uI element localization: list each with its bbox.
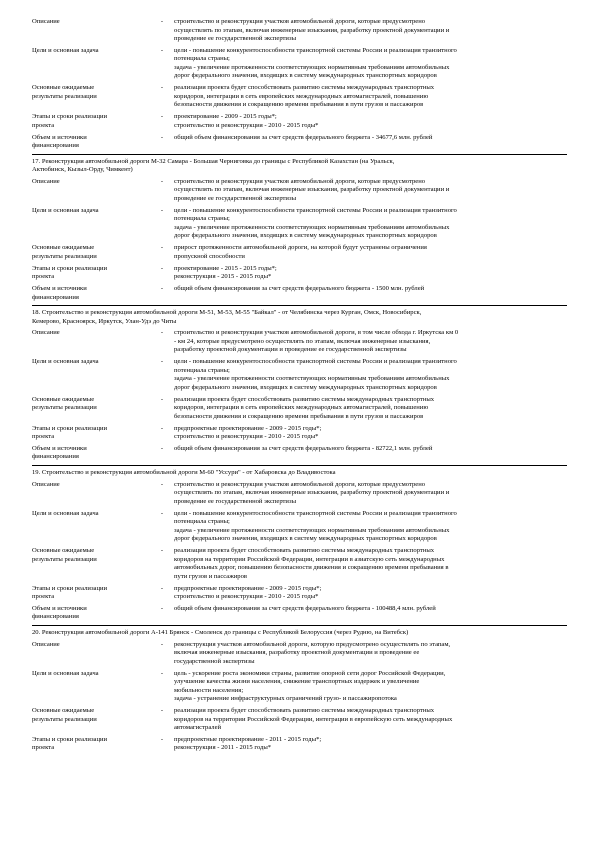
- row-text: строительство и реконструкция участков автомобильной дороги, которые предусмотрено осуществлять по этапам, включая инженерные изыскания, разработку проектной документации и проведение ее государственной экспертизы: [174, 177, 450, 202]
- row-text: проектирование - 2015 - 2015 годы*; реконструкция - 2015 - 2015 годы*: [174, 264, 277, 281]
- table-row: [32, 641, 567, 667]
- table-row: [32, 358, 567, 392]
- section-heading: 17. Реконструкция автомобильной дороги М-32 Самара - Большая Черниговка до границы с Республикой Казахстан (на Уральск, Актюбинск, Кызыл-Орду, Чимкент): [32, 157, 395, 174]
- row-label: Основные ожидаемые результаты реализации: [32, 707, 97, 723]
- row-label: Этапы и сроки реализации проекта: [32, 424, 108, 441]
- table-row: [32, 585, 567, 602]
- row-label: Объем и источники финансирования: [32, 444, 87, 461]
- table-row: [32, 425, 567, 442]
- table-row: [32, 285, 567, 302]
- row-label: Основные ожидаемые результаты реализации: [32, 244, 97, 260]
- row-text: цель - ускорение роста экономики страны, развитие опорной сети дорог Российской Федерации, улучшение качества жизни населения, снижение транспортных издержек и увеличение мобильности населения; задача - устранение инфраструктурных ограничений грузо- и пассажиропотока: [174, 669, 446, 703]
- table-row: [32, 736, 567, 753]
- table-row: [32, 329, 567, 355]
- bullet-dash: -: [160, 509, 164, 517]
- bullet-dash: -: [160, 584, 164, 592]
- bullet-dash: -: [160, 358, 164, 366]
- row-text: строительство и реконструкция участков автомобильной дороги, в том числе обхода г. Иркутска км 0 - км 24, которые предусмотрено осуществлять по этапам, включая инженерные изыскания, разработку проектной документации и проведение ее государственной экспертизы: [174, 329, 459, 354]
- row-label: Цели и основная задача: [32, 46, 99, 54]
- bullet-dash: -: [160, 113, 164, 121]
- row-label: Этапы и сроки реализации проекта: [32, 735, 108, 752]
- section-divider: [32, 465, 567, 466]
- row-label: Цели и основная задача: [32, 206, 99, 214]
- bullet-dash: -: [160, 444, 164, 452]
- bullet-dash: -: [160, 18, 164, 25]
- table-row: [32, 265, 567, 282]
- row-text: цели - повышение конкурентоспособности транспортной системы России и реализация транзитного потенциала страны; задача - увеличение протяженности соответствующих нормативным требованиям автомобильных дорог федерального значения, входящих в систему международных транспортных коридоров: [174, 46, 457, 80]
- table-row: [32, 84, 567, 110]
- section-heading: 19. Строительство и реконструкция автомобильной дороги М-60 "Уссури" - от Хабаровска до Владивостока: [32, 469, 336, 477]
- table-row: [32, 113, 567, 130]
- table-row: [32, 244, 567, 261]
- row-text: строительство и реконструкция участков автомобильной дороги, которые предусмотрено осуществлять по этапам, включая инженерные изыскания, разработку проектной документации и проведение ее государственной экспертизы: [174, 18, 450, 42]
- table-row: [32, 396, 567, 422]
- row-label: Объем и источники финансирования: [32, 133, 87, 150]
- row-text: предпроектные проектирование - 2009 - 2015 годы*; строительство и реконструкция - 2010 - 2015 годы*: [174, 424, 322, 441]
- row-text: реализация проекта будет способствовать развитию системы международных транспортных коридоров, интеграции в сеть европейских международных автомагистралей, повышению безопасности движения и сокращению времени пребывания в пути грузов и пассажиров: [174, 84, 435, 109]
- row-label: Описание: [32, 18, 60, 25]
- section-heading: 20. Реконструкция автомобильной дороги А-141 Брянск - Смоленск до границы с Республикой Белоруссия (через Рудню, на Витебск): [32, 629, 409, 637]
- section-divider: [32, 625, 567, 626]
- bullet-dash: -: [160, 329, 164, 337]
- table-row: [32, 134, 567, 151]
- row-label: Этапы и сроки реализации проекта: [32, 584, 108, 601]
- table-row: [32, 18, 567, 44]
- table-row: [32, 605, 567, 622]
- table-row: [32, 547, 567, 581]
- row-text: общий объем финансирования за счет средств федерального бюджета - 34677,6 млн. рублей: [174, 133, 433, 141]
- table-row: [32, 178, 567, 204]
- row-text: реализация проекта будет способствовать развитию системы международных транспортных коридоров, интеграции в сеть европейских международных автомагистралей, повышению безопасности движения и сокращению времени пребывания в пути грузов и пассажиров: [174, 395, 435, 420]
- bullet-dash: -: [160, 133, 164, 141]
- row-label: Объем и источники финансирования: [32, 285, 87, 301]
- row-label: Цели и основная задача: [32, 669, 99, 677]
- bullet-dash: -: [160, 285, 164, 293]
- table-row: [32, 207, 567, 241]
- row-text: общий объем финансирования за счет средств федерального бюджета - 100488,4 млн. рублей: [174, 604, 436, 612]
- bullet-dash: -: [160, 707, 164, 715]
- row-text: строительство и реконструкция участков автомобильной дороги, которые предусмотрено осуществлять по этапам, включая инженерные изыскания, разработку проектной документации и проведение ее государственной экспертизы: [174, 480, 450, 505]
- row-text: проектирование - 2009 - 2015 годы*; строительство и реконструкция - 2010 - 2015 годы*: [174, 113, 319, 129]
- bullet-dash: -: [160, 424, 164, 432]
- bullet-dash: -: [160, 604, 164, 612]
- table-row: [32, 445, 567, 462]
- row-text: прирост протяженности автомобильной дороги, на которой будут устранены ограничения пропускной способности: [174, 244, 427, 260]
- row-label: Основные ожидаемые результаты реализации: [32, 547, 97, 563]
- row-label: Описание: [32, 480, 60, 488]
- section-divider: [32, 154, 567, 155]
- row-text: цели - повышение конкурентоспособности транспортной системы России и реализация транзитного потенциала страны; задача - увеличение протяженности соответствующих нормативным требованиям автомобильных дорог федерального значения, входящих в систему международных транспортных коридоров: [174, 206, 457, 240]
- row-text: предпроектные проектирование - 2009 - 2015 годы*; строительство и реконструкция - 2010 - 2015 годы*: [174, 584, 322, 601]
- row-text: реализация проекта будет способствовать развитию системы международных транспортных коридоров на территории Российской Федерации, интеграции в европейскую сеть международных автомагистралей: [174, 707, 453, 732]
- table-row: [32, 670, 567, 704]
- table-row: [32, 707, 567, 733]
- row-label: Основные ожидаемые результаты реализации: [32, 84, 97, 100]
- bullet-dash: -: [160, 735, 164, 743]
- row-label: Этапы и сроки реализации проекта: [32, 264, 108, 281]
- row-label: Описание: [32, 329, 60, 337]
- row-text: общий объем финансирования за счет средств федерального бюджета - 1500 млн. рублей: [174, 285, 425, 293]
- table-row: [32, 481, 567, 507]
- bullet-dash: -: [160, 395, 164, 403]
- row-label: Цели и основная задача: [32, 358, 99, 366]
- row-label: Описание: [32, 177, 60, 185]
- bullet-dash: -: [160, 264, 164, 272]
- row-label: Этапы и сроки реализации проекта: [32, 113, 108, 129]
- section-divider: [32, 305, 567, 306]
- bullet-dash: -: [160, 640, 164, 648]
- row-text: цели - повышение конкурентоспособности транспортной системы России и реализация транзитного потенциала страны; задача - увеличение протяженности соответствующих нормативным требованиям автомобильных дорог федерального значения, входящих в систему международных транспортных коридоров: [174, 509, 457, 543]
- row-label: Цели и основная задача: [32, 509, 99, 517]
- row-label: Основные ожидаемые результаты реализации: [32, 395, 97, 412]
- bullet-dash: -: [160, 669, 164, 677]
- bullet-dash: -: [160, 84, 164, 92]
- table-row: [32, 47, 567, 81]
- section-heading: 18. Строительство и реконструкция автомобильной дороги М-51, М-53, М-55 "Байкал" - от Челябинска через Курган, Омск, Новосибирск, Кемерово, Красноярск, Иркутск, Улан-Удэ до Читы: [32, 309, 422, 325]
- document-body: [32, 18, 567, 756]
- table-row: [32, 510, 567, 544]
- row-label: Объем и источники финансирования: [32, 604, 87, 621]
- bullet-dash: -: [160, 177, 164, 185]
- row-text: реконструкция участков автомобильной дороги, которую предусмотрено осуществлять по этапам, включая инженерные изыскания, разработку проектной документации и проведение ее государственной экспертизы: [174, 640, 451, 665]
- bullet-dash: -: [160, 480, 164, 488]
- row-text: цели - повышение конкурентоспособности транспортной системы России и реализация транзитного потенциала страны; задача - увеличение протяженности соответствующих нормативным требованиям автомобильных дорог федерального значения, входящих в систему международных транспортных коридоров: [174, 358, 457, 391]
- row-label: Описание: [32, 640, 60, 648]
- row-text: реализация проекта будет способствовать развитию системы международных транспортных коридоров на территории Российской Федерации, интеграции в азиатскую сеть международных автомобильных дорог, повышению безопасности движения и сокращению времени пребывания в пути грузов и пассажиров: [174, 547, 449, 580]
- row-text: общий объем финансирования за счет средств федерального бюджета - 82722,1 млн. рублей: [174, 444, 433, 452]
- bullet-dash: -: [160, 244, 164, 252]
- bullet-dash: -: [160, 206, 164, 214]
- row-text: предпроектные проектирование - 2011 - 2015 годы*; реконструкция - 2011 - 2015 годы*: [174, 735, 322, 752]
- bullet-dash: -: [160, 46, 164, 54]
- bullet-dash: -: [160, 547, 164, 555]
